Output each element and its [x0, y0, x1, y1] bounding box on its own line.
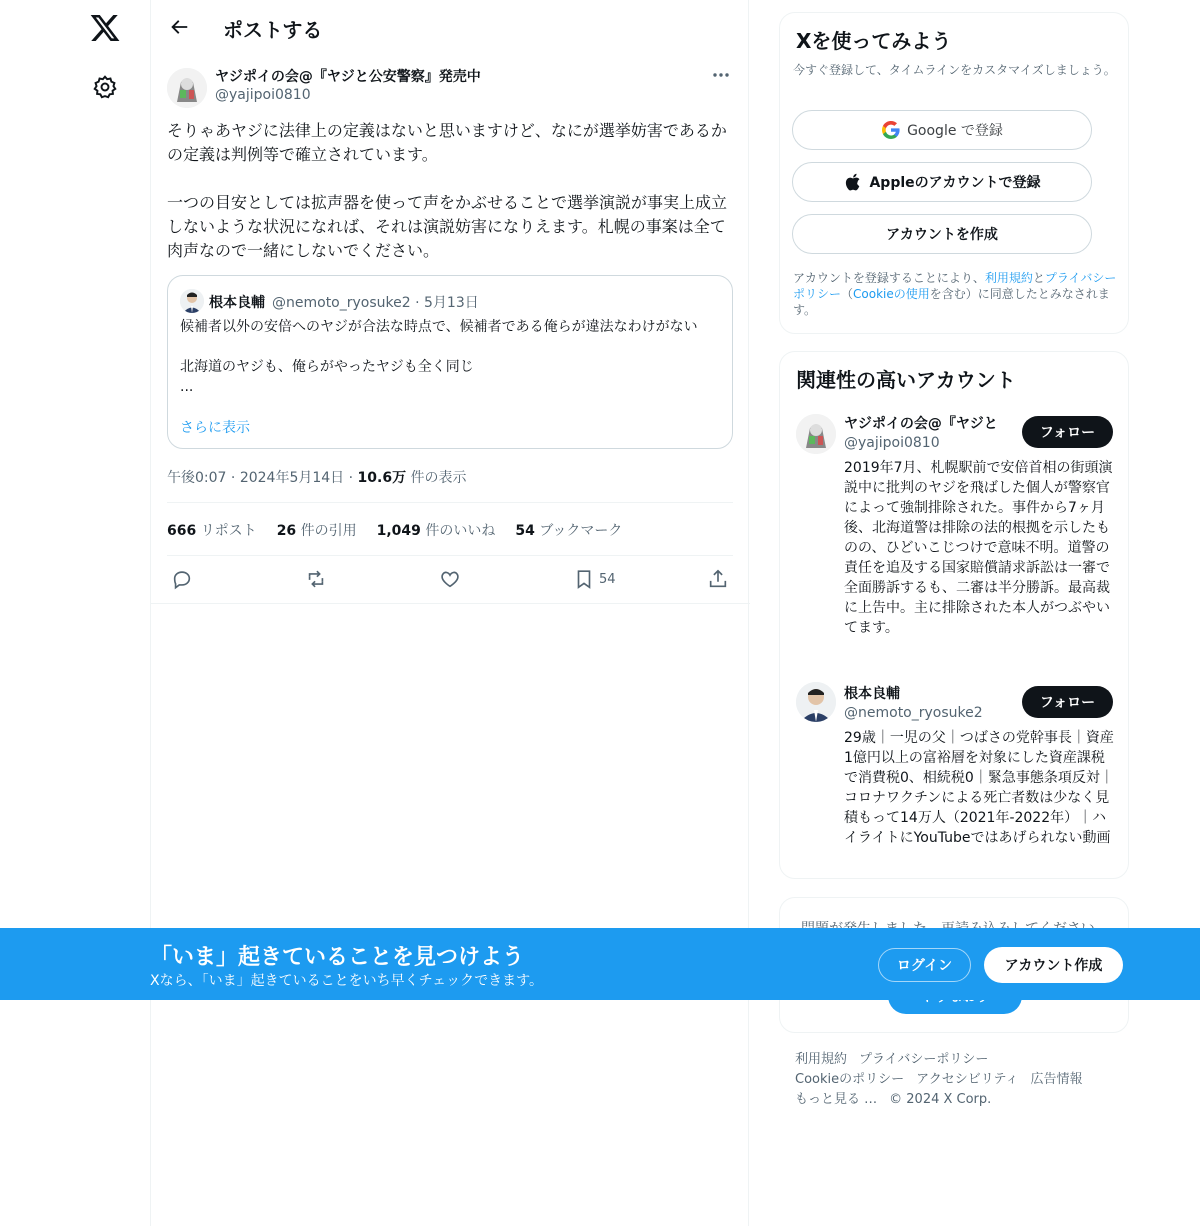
footer-link[interactable]: 広告情報	[1030, 1072, 1083, 1087]
banner-title: 「いま」起きていることを見つけよう	[150, 945, 525, 970]
back-arrow-icon[interactable]	[165, 13, 193, 41]
reply-icon[interactable]	[171, 566, 193, 592]
related-avatar[interactable]	[796, 414, 836, 454]
author-handle[interactable]: @yajipoi0810	[215, 87, 311, 103]
tweet-actions	[151, 566, 750, 594]
quote-author-handle: @nemoto_ryosuke2	[272, 295, 411, 311]
terms-link[interactable]: 利用規約	[984, 271, 1033, 285]
quotes-stat[interactable]: 26 件の引用	[276, 523, 357, 539]
related-account-bio: 29歳｜一児の父｜つばさの党幹事長｜資産1億円以上の富裕層を対象にした資産課税で消費税0、相続税0｜緊急事態条項反対｜コロナワクチンによる死亡者数は少なく見積もって14万人（2021年-2022年）｜ハイライトにYouTubeではあげられない動画	[844, 730, 1114, 846]
related-account-name[interactable]: 根本良輔	[844, 686, 900, 702]
apple-signup-button[interactable]	[792, 162, 1092, 202]
main-column	[150, 0, 749, 1226]
tweet-date[interactable]: 2024年5月14日	[239, 470, 345, 486]
share-icon[interactable]	[707, 566, 729, 592]
divider	[167, 555, 733, 556]
page-header	[151, 0, 750, 54]
author-name[interactable]: ヤジポイの会@『ヤジと公安警察』発売中	[215, 69, 481, 85]
related-account-handle[interactable]: @yajipoi0810	[844, 435, 940, 451]
signup-title: Xを使ってみよう	[796, 29, 952, 53]
x-logo-icon[interactable]	[89, 12, 121, 44]
signup-banner	[0, 928, 1200, 1000]
page-title: ポストする	[223, 18, 323, 42]
quote-date: 5月13日	[424, 295, 479, 311]
banner-subtitle: Xなら、「いま」起きていることをいち早くチェックできます。	[150, 973, 544, 989]
quote-text: 候補者以外の安倍へのヤジが合法な時点で、候補者である俺らが違法なわけがない 北海道のヤジも、俺らがやったヤジも全く同じ ...	[180, 319, 698, 395]
cookie-link[interactable]: Cookieの使用	[853, 287, 930, 301]
related-avatar[interactable]	[796, 682, 836, 722]
footer-links	[795, 1050, 1125, 1110]
views-count: 10.6万	[357, 470, 407, 486]
reposts-stat[interactable]: 666 リポスト	[167, 523, 257, 539]
apple-signup-label: Appleのアカウントで登録	[869, 175, 1041, 191]
engagement-stats	[167, 520, 622, 540]
create-account-button[interactable]: アカウントを作成	[792, 214, 1092, 254]
signup-subtitle: 今すぐ登録して、タイムラインをカスタマイズしましょう。	[793, 63, 1116, 77]
footer-link[interactable]: プライバシーポリシー	[859, 1052, 989, 1067]
copyright: © 2024 X Corp.	[889, 1092, 992, 1107]
related-accounts-card	[779, 351, 1129, 879]
tweet-text: そりゃあヤジに法律上の定義はないと思いますけど、なにが選挙妨害であるかの定義は判例等で確立されています。 一つの目安としては拡声器を使って声をかぶせることで選挙演説が事実上成立しないような状況になれば、それは演説妨害になりえます。札幌の事案は全て肉声なので一緒にしないでください。	[167, 121, 728, 260]
signup-card	[779, 12, 1129, 334]
bookmark-action-count: 54	[599, 571, 616, 587]
quoted-tweet[interactable]	[167, 275, 733, 449]
author-avatar[interactable]	[167, 68, 207, 108]
google-signup-button[interactable]	[792, 110, 1092, 150]
banner-signup-button[interactable]: アカウント作成	[984, 947, 1123, 983]
signup-legal-text: アカウントを登録することにより、利用規約とプライバシーポリシー（Cookieの使用を含む）に同意したとみなされます。	[793, 271, 1117, 317]
apple-icon	[843, 172, 863, 192]
follow-button[interactable]: フォロー	[1022, 686, 1113, 718]
repost-icon[interactable]	[305, 566, 327, 592]
google-icon	[881, 120, 901, 140]
settings-gear-icon[interactable]	[92, 74, 118, 100]
related-account-name[interactable]: ヤジポイの会@『ヤジと	[844, 416, 998, 432]
like-heart-icon[interactable]	[439, 566, 461, 592]
privacy-link[interactable]: プライバシーポリシー	[793, 271, 1117, 301]
more-options-icon[interactable]	[709, 66, 733, 84]
views-label: 件の表示	[410, 470, 467, 486]
footer-link[interactable]: もっと見る …	[795, 1092, 878, 1107]
related-account-bio: 2019年7月、札幌駅前で安倍首相の街頭演説中に批判のヤジを飛ばした個人が警察官によって強制排除された。事件から7ヶ月後、北海道警は排除の法的根拠を示したものの、ひどいこじつけで意味不明。道警の責任を追及する国家賠償請求訴訟は一審で全面勝訴するも、二審は半分勝訴。最高裁に上告中。主に排除された本人がつぶやいてます。	[844, 460, 1113, 636]
bookmarks-stat[interactable]: 54 ブックマーク	[515, 523, 623, 539]
footer-link[interactable]: アクセシビリティ	[916, 1072, 1019, 1087]
quote-author-name: 根本良輔	[209, 295, 265, 311]
quote-author-avatar	[180, 289, 204, 313]
bookmark-icon[interactable]	[573, 566, 616, 592]
related-account-handle[interactable]: @nemoto_ryosuke2	[844, 705, 983, 721]
footer-link[interactable]: 利用規約	[795, 1052, 848, 1067]
google-signup-label: Google で登録	[907, 123, 1003, 139]
tweet-metadata: 午後0:07 · 2024年5月14日 · 10.6万 件の表示	[167, 470, 467, 486]
follow-button[interactable]: フォロー	[1022, 416, 1113, 448]
footer-link[interactable]: Cookieのポリシー	[795, 1072, 905, 1087]
login-button[interactable]: ログイン	[878, 948, 971, 982]
divider	[167, 502, 733, 503]
show-more-link[interactable]: さらに表示	[180, 420, 250, 436]
tweet-time[interactable]: 午後0:07	[167, 470, 227, 486]
divider	[151, 603, 750, 604]
likes-stat[interactable]: 1,049 件のいいね	[376, 523, 496, 539]
quote-author-handle-date: @nemoto_ryosuke2 · 5月13日	[272, 295, 479, 311]
left-nav	[0, 0, 150, 1226]
related-accounts-title: 関連性の高いアカウント	[796, 368, 1016, 392]
